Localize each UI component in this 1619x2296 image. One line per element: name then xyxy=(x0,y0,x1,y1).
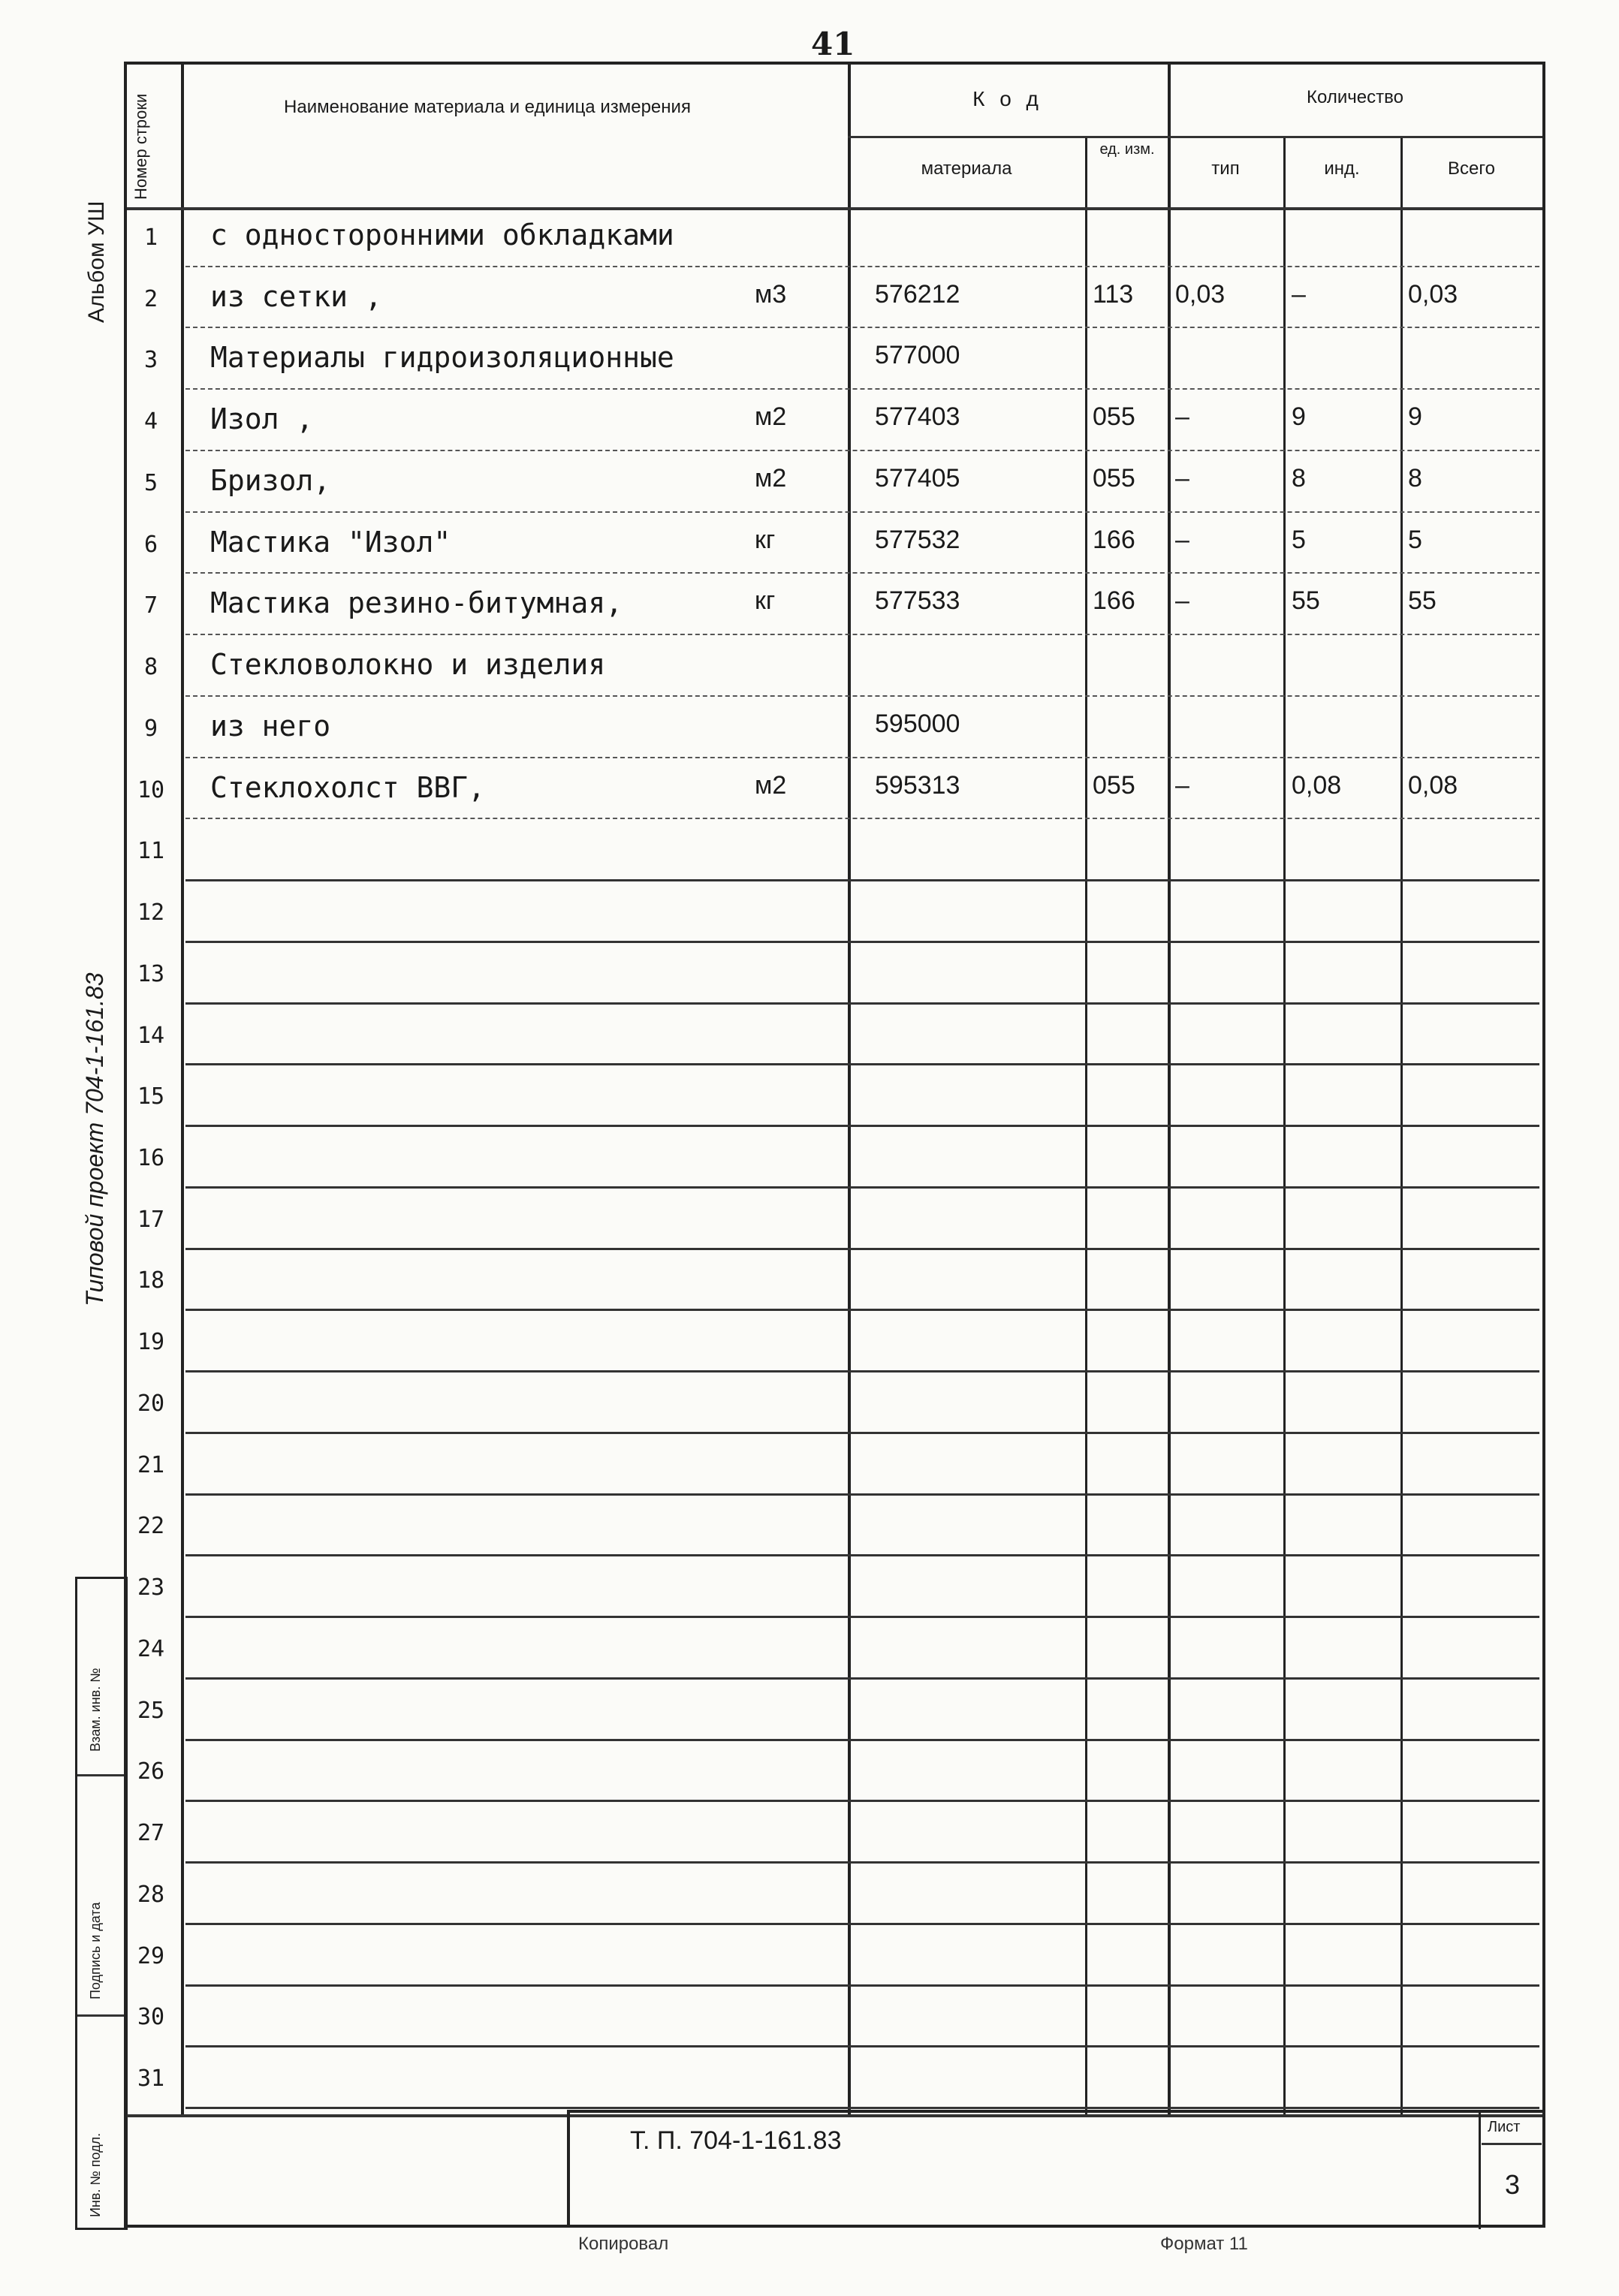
row-name: Мастика "Изол" xyxy=(210,525,451,559)
row-number: 23 xyxy=(137,1574,165,1601)
row-name: Стекловолокно и изделия xyxy=(210,648,606,682)
row-qty-tip: – xyxy=(1175,402,1189,432)
row-unit: кг xyxy=(755,525,776,554)
title-block xyxy=(567,2110,1543,2226)
row-number: 30 xyxy=(137,2004,165,2031)
row-qty-ind: – xyxy=(1292,279,1306,309)
row-name: с односторонними обкладками xyxy=(210,218,674,252)
row-name: Материалы гидроизоляционные xyxy=(210,341,674,375)
row-number: 28 xyxy=(137,1881,165,1908)
row-number: 20 xyxy=(137,1390,165,1417)
row-material-code: 595000 xyxy=(875,709,960,738)
row-material-code: 577405 xyxy=(875,463,960,493)
row-material-code: 577000 xyxy=(875,341,960,370)
table-frame xyxy=(124,62,1545,2228)
album-label: Альбом УШ xyxy=(84,200,109,323)
row-qty-ind: 9 xyxy=(1292,402,1306,432)
format-label: Формат 11 xyxy=(1160,2234,1248,2254)
row-number: 12 xyxy=(137,899,165,927)
row-number: 19 xyxy=(137,1329,165,1356)
row-unit-code: 055 xyxy=(1093,463,1135,493)
row-qty-tip: – xyxy=(1175,770,1189,800)
row-qty-total: 9 xyxy=(1408,402,1422,432)
row-number: 11 xyxy=(137,838,165,865)
row-number: 5 xyxy=(143,469,158,496)
row-unit-code: 166 xyxy=(1093,525,1135,554)
row-number: 24 xyxy=(137,1635,165,1662)
row-name: Стеклохолст ВВГ, xyxy=(210,770,486,804)
row-number: 18 xyxy=(137,1267,165,1294)
side-stamp-block xyxy=(75,1577,128,2230)
row-name: из сетки , xyxy=(210,279,382,313)
material-header: материала xyxy=(921,158,1012,179)
stamp-title: Т. П. 704-1-161.83 xyxy=(630,2126,842,2155)
row-material-code: 595313 xyxy=(875,770,960,800)
page-number: 41 xyxy=(811,26,855,62)
row-number: 4 xyxy=(143,408,158,435)
row-material-code: 577533 xyxy=(875,586,960,616)
row-qty-total: 0,03 xyxy=(1408,279,1458,309)
row-qty-tip: – xyxy=(1175,525,1189,554)
row-qty-ind: 0,08 xyxy=(1292,770,1342,800)
row-qty-total: 5 xyxy=(1408,525,1422,554)
row-qty-total: 0,08 xyxy=(1408,770,1458,800)
total-header: Всего xyxy=(1448,158,1495,179)
podpis-label: Подпись и дата xyxy=(88,1902,103,1999)
row-name: из него xyxy=(210,709,331,743)
row-number: 7 xyxy=(143,592,158,619)
project-label: Типовой проект 704-1-161.83 xyxy=(81,972,108,1306)
row-material-code: 576212 xyxy=(875,279,960,309)
copied-by: Копировал xyxy=(578,2234,669,2254)
row-qty-tip: 0,03 xyxy=(1175,279,1226,309)
row-material-code: 577403 xyxy=(875,402,960,432)
row-number: 21 xyxy=(137,1451,165,1478)
row-number: 29 xyxy=(137,1942,165,1969)
row-unit: м2 xyxy=(755,463,787,493)
row-number: 17 xyxy=(137,1206,165,1233)
row-name: Изол , xyxy=(210,402,314,436)
row-number: 3 xyxy=(143,347,158,374)
row-number: 2 xyxy=(143,285,158,312)
row-qty-total: 55 xyxy=(1408,586,1437,616)
row-number: 31 xyxy=(137,2065,165,2093)
row-qty-tip: – xyxy=(1175,586,1189,616)
row-number: 9 xyxy=(143,715,158,742)
row-qty-ind: 8 xyxy=(1292,463,1306,493)
row-number: 25 xyxy=(137,1697,165,1724)
code-header: К о д xyxy=(972,87,1043,110)
ind-header: инд. xyxy=(1324,158,1360,179)
row-unit: м2 xyxy=(755,402,787,432)
row-unit-code: 055 xyxy=(1093,770,1135,800)
row-number: 6 xyxy=(143,531,158,558)
row-unit-code: 113 xyxy=(1093,279,1134,309)
sheet-number: 3 xyxy=(1505,2169,1521,2200)
row-number-header: Номер строки xyxy=(131,93,150,200)
vzam-label: Взам. инв. № xyxy=(88,1668,103,1752)
row-number: 27 xyxy=(137,1820,165,1847)
row-unit: кг xyxy=(755,586,776,616)
row-number: 13 xyxy=(137,960,165,987)
row-number: 15 xyxy=(137,1083,165,1110)
row-number: 14 xyxy=(137,1022,165,1049)
name-header: Наименование материала и единица измерения xyxy=(284,97,691,117)
quantity-header: Количество xyxy=(1307,87,1403,107)
inv-podl-label: Инв. № подл. xyxy=(88,2132,103,2217)
row-unit-code: 055 xyxy=(1093,402,1135,432)
row-qty-ind: 55 xyxy=(1292,586,1320,616)
row-qty-ind: 5 xyxy=(1292,525,1306,554)
row-material-code: 577532 xyxy=(875,525,960,554)
row-number: 10 xyxy=(137,776,165,803)
row-number: 16 xyxy=(137,1145,165,1171)
row-qty-total: 8 xyxy=(1408,463,1422,493)
row-name: Бризол, xyxy=(210,463,331,497)
unit-code-header: ед. изм. xyxy=(1099,141,1155,158)
row-qty-tip: – xyxy=(1175,463,1189,493)
row-number: 1 xyxy=(143,224,158,251)
tip-header: тип xyxy=(1211,158,1240,179)
row-number: 8 xyxy=(143,654,158,681)
row-name: Мастика резино-битумная, xyxy=(210,586,623,620)
row-unit: м3 xyxy=(755,279,787,309)
row-unit-code: 166 xyxy=(1093,586,1135,616)
row-number: 22 xyxy=(137,1513,165,1540)
row-number: 26 xyxy=(137,1758,165,1785)
sheet-label: Лист xyxy=(1488,2119,1521,2135)
row-unit: м2 xyxy=(755,770,787,800)
